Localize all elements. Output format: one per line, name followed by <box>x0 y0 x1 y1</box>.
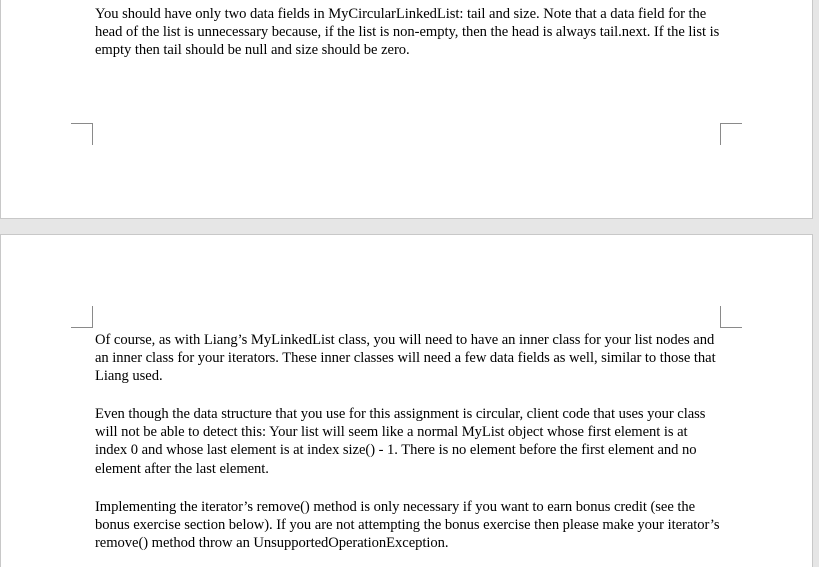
paragraph-iterator-remove: Implementing the iterator’s remove() method is only necessary if you want to earn bonus credit (see the bonus exercise section below). If you are not attempting the bonus exercise then please make your iterator’s remove() method throw an UnsupportedOperationException. <box>95 499 720 552</box>
paragraph-circular-structure: Even though the data structure that you use for this assignment is circular, client code that uses your class will not be able to detect this: Your list will seem like a normal MyList object whose first element is at index 0 and whose last element is at index size() - 1. There is no element before the first element and no element after the last element. <box>95 406 706 477</box>
margin-corner-top-right <box>720 306 742 328</box>
document-page-1 <box>0 0 813 219</box>
paragraph-data-fields: You should have only two data fields in MyCircularLinkedList: tail and size. Note that a data field for the head of the list is unnecessary because, if the list is non-empty, then the head is always tail.next. If the list is empty then tail should be null and size should be zero. <box>95 6 720 59</box>
margin-corner-bottom-right <box>720 123 742 145</box>
margin-corner-bottom-left <box>71 123 93 145</box>
document-page-2 <box>0 234 813 567</box>
paragraph-inner-classes: Of course, as with Liang’s MyLinkedList class, you will need to have an inner class for your list nodes and an inner class for your iterators. These inner classes will need a few data fields as well, similar to those that Liang used. <box>95 332 716 385</box>
margin-corner-top-left <box>71 306 93 328</box>
